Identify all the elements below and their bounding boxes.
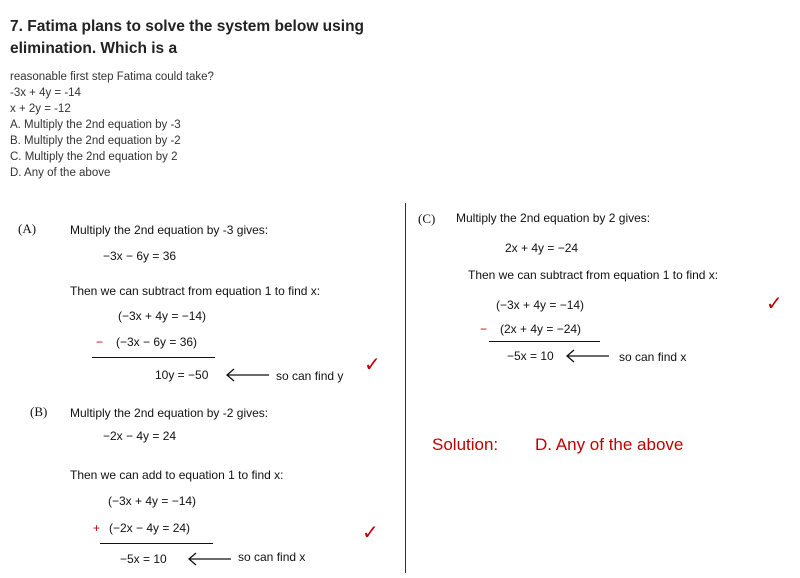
question-title-line2: elimination. Which is a [10, 40, 178, 57]
part-a-heading: Multiply the 2nd equation by -3 gives: [70, 223, 269, 237]
part-a-operator: − [96, 335, 104, 349]
part-b-heading: Multiply the 2nd equation by -2 gives: [70, 406, 269, 420]
part-c-rule [489, 341, 600, 342]
option-b: B. Multiply the 2nd equation by -2 [10, 135, 181, 147]
question-equation-1: -3x + 4y = -14 [10, 87, 81, 99]
part-b-note: so can find x [238, 550, 306, 564]
part-c-eq1: (−3x + 4y = −14) [496, 298, 585, 312]
part-b-rule [100, 543, 213, 544]
part-a-note: so can find y [276, 369, 344, 383]
part-a-rule [92, 357, 215, 358]
part-b-then: Then we can add to equation 1 to find x: [70, 468, 284, 482]
option-a: A. Multiply the 2nd equation by -3 [10, 119, 181, 131]
part-a-label: (A) [18, 221, 37, 236]
option-d: D. Any of the above [10, 167, 111, 179]
part-c-arrow-icon [564, 349, 610, 363]
question-equation-2: x + 2y = -12 [10, 103, 71, 115]
part-a-check-icon: ✓ [364, 354, 381, 376]
part-c-equation: 2x + 4y = −24 [505, 241, 579, 255]
part-a-arrow-icon [224, 368, 270, 382]
solution-label: Solution: [432, 435, 499, 454]
part-a-eq2: (−3x − 6y = 36) [116, 335, 198, 349]
part-a-result: 10y = −50 [155, 368, 209, 382]
column-divider [405, 203, 406, 573]
part-b-eq1: (−3x + 4y = −14) [108, 494, 197, 508]
part-c-note: so can find x [619, 350, 687, 364]
part-c-check-icon: ✓ [766, 293, 783, 315]
part-b-arrow-icon [186, 552, 232, 566]
part-b-equation: −2x − 4y = 24 [103, 429, 177, 443]
part-b-eq2: (−2x − 4y = 24) [109, 521, 191, 535]
part-a-equation: −3x − 6y = 36 [103, 249, 177, 263]
question-title-line1: 7. Fatima plans to solve the system below using [10, 18, 365, 35]
part-a-then: Then we can subtract from equation 1 to find x: [70, 284, 321, 298]
part-c-operator: − [480, 322, 488, 336]
question-line: reasonable first step Fatima could take? [10, 71, 214, 83]
part-c-label: (C) [418, 211, 436, 226]
part-c-then: Then we can subtract from equation 1 to find x: [468, 268, 719, 282]
part-c-heading: Multiply the 2nd equation by 2 gives: [456, 211, 651, 225]
part-c-eq2: (2x + 4y = −24) [500, 322, 582, 336]
solution-answer: D. Any of the above [535, 435, 684, 454]
part-b-result: −5x = 10 [120, 552, 167, 566]
part-b-check-icon: ✓ [362, 522, 379, 544]
part-b-label: (B) [30, 404, 48, 419]
part-b-operator: + [93, 521, 101, 535]
part-a-eq1: (−3x + 4y = −14) [118, 309, 207, 323]
option-c: C. Multiply the 2nd equation by 2 [10, 151, 178, 163]
part-c-result: −5x = 10 [507, 349, 554, 363]
